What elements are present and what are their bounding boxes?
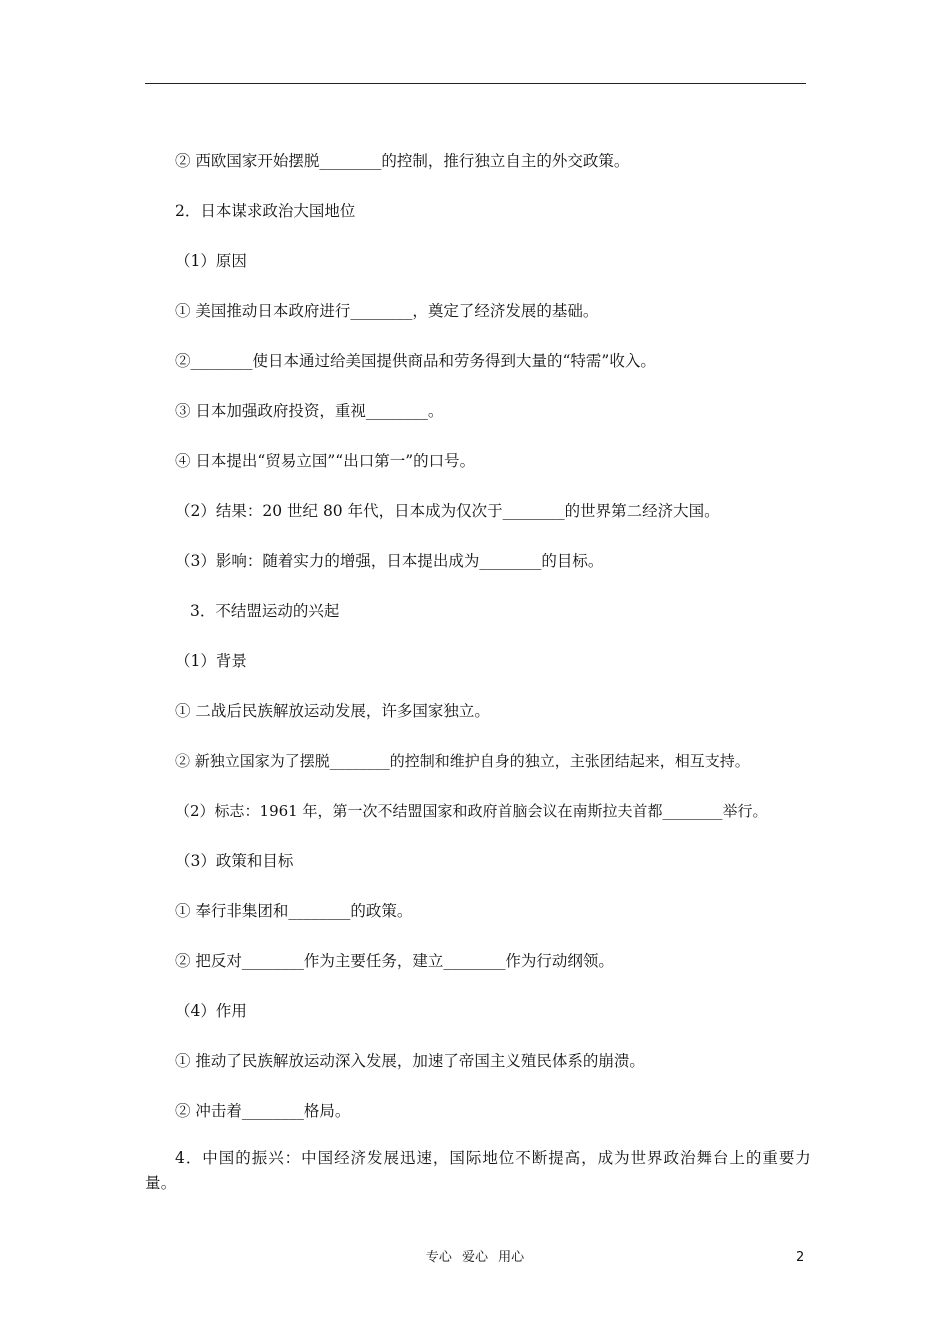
subsection-heading: （3）政策和目标 bbox=[175, 852, 294, 870]
subsection-heading: （2）标志：1961 年，第一次不结盟国家和政府首脑会议在南斯拉夫首都________举行。 bbox=[175, 802, 768, 820]
final-paragraph: 4．中国的振兴：中国经济发展迅速，国际地位不断提高，成为世界政治舞台上的重要力量。 bbox=[145, 1149, 811, 1192]
subsection-heading: （1）原因 bbox=[175, 252, 247, 270]
text-line: ②________使日本通过给美国提供商品和劳务得到大量的“特需”收入。 bbox=[175, 352, 656, 370]
text-line: ② 把反对________作为主要任务，建立________作为行动纲领。 bbox=[175, 952, 614, 970]
text-line: ① 二战后民族解放运动发展，许多国家独立。 bbox=[175, 702, 490, 720]
text-line: ③ 日本加强政府投资，重视________。 bbox=[175, 402, 444, 420]
subsection-heading: （3）影响：随着实力的增强，日本提出成为________的目标。 bbox=[175, 552, 604, 570]
subsection-heading: （4）作用 bbox=[175, 1002, 247, 1020]
text-line: ① 美国推动日本政府进行________，奠定了经济发展的基础。 bbox=[175, 302, 599, 320]
subsection-heading: （1）背景 bbox=[175, 652, 247, 670]
page-number: 2 bbox=[796, 1250, 805, 1265]
text-line: ① 推动了民族解放运动深入发展，加速了帝国主义殖民体系的崩溃。 bbox=[175, 1052, 645, 1070]
footer-text: 专心 爱心 用心 bbox=[425, 1250, 525, 1265]
text-line: ② 西欧国家开始摆脱________的控制，推行独立自主的外交政策。 bbox=[175, 152, 630, 170]
section-heading: 3．不结盟运动的兴起 bbox=[190, 602, 340, 620]
text-line: ④ 日本提出“贸易立国”“出口第一”的口号。 bbox=[175, 452, 476, 470]
text-line: ② 冲击着________格局。 bbox=[175, 1102, 351, 1120]
text-line: ① 奉行非集团和________的政策。 bbox=[175, 902, 413, 920]
section-heading: 2．日本谋求政治大国地位 bbox=[175, 202, 356, 220]
header-rule bbox=[145, 83, 806, 84]
subsection-heading: （2）结果：20 世纪 80 年代，日本成为仅次于________的世界第二经济大国。 bbox=[175, 502, 720, 520]
text-line: ② 新独立国家为了摆脱________的控制和维护自身的独立，主张团结起来，相互支持。 bbox=[175, 752, 750, 770]
